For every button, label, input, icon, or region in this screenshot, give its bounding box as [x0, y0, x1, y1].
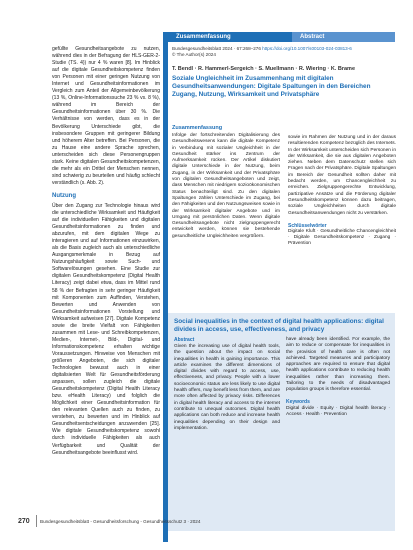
- footer-journal-title: Bundesgesundheitsblatt - Gesundheitsforschung - Gesundheitsschutz 3 · 2024: [40, 519, 201, 524]
- summary-de-text-2: sowie im Rahmen der Nutzung und in der daraus resultierenden Kompetenz bezüglich des Internets. In der Wirksamkeit unterscheiden sich Personen in der Wirksamkeit, die sie aus digitalen Angeboten ziehen. Neben dem Datenschutz stellen sich Fragen nach der Privatsphäre. Digitale Spaltungen im Bereich der Gesundheit sollten daher mit bedacht werden, um Chancengleichheit zu erreichen. Zielgruppengerechte Entwicklung, partizipative Ansätze und die Förderung digitaler Gesundheitskompetenz können dazu beitragen, soziale Ungleichheiten durch digitale Gesundheitsanwendungen nicht zu verstärken.: [288, 135, 396, 216]
- summary-de-column-1: [172, 125, 280, 240]
- abstract-en-column-2: [286, 337, 390, 418]
- keywords-heading-de: Schlüsselwörter: [288, 222, 327, 229]
- left-text-column: [52, 46, 160, 457]
- left-paragraph-2: Über den Zugang zur Technologie hinaus wird die unterschiedliche Wirksamkeit und Häufigkeit auf die individuellen Fähigkeiten und digitalen Gesundheitsinformationen zu finden und abzurufen, mit dem digitalen Wege zu interagieren und auf Informationen einzuwirken, als die Basis zugleich auch als unterschiedliche Ausgangsmerkmale in Bezug auf Nutzungshäufigkeit sowie Such- und Softwarelösungen gesehen. Eine Studie zur digitalen Gesundheitskompetenz (Digital Health Literacy) zeigt dabei etwa, dass im Mittel rund 58 % der Befragten in sehr geringer Häufigkeit mit Komponenten zum Auffinden, Verstehen, Bewerten und Anwenden von Gesundheitsinformationen Vorstellung und Wirksamkeit aufweisen [27]. Digitale Kompetenz sowie die breite Vielfalt von Fähigkeiten zusammen mit Lese- und Schreibkompetenzen, Medien-, Internet-, Bild-, Digital- und Informationskompetenz erhalten wichtige Voraussetzungen. Hinweise von Menschen mit größeren Angeboten, die sich digitaler Technologien bewusst auch in einer digitalisierten Welt für Gesundheitsförderung anpassen, sollen zugleich die digitale Gesundheitskompetenz (Digital Health Literacy bzw. eHealth Literacy) und folglich die Möglichkeit einer Gesundheitsinformation für den relevanten Quellen auch zu finden, zu verstehen, zu bewerten und im Hinblick auf Gesundheitsentscheidungen anzuwenden [25]. Wie digitale Gesundheitskompetenz sowohl durch individuelle Fähigkeiten als auch Verfügbarkeit und Qualität der Gesundheitsangebote beeinflusst wird.: [52, 202, 160, 456]
- abstract-en-text-2: have already been identified. For example, the aim to reduce or compensate for inequalities in the provision of health care is often not achieved. Targeted measures and participatory approaches are required to ensure that digital health applications contribute to reducing health inequalities rather than increasing them. Tailoring to the needs of disadvantaged population groups is therefore essential.: [286, 337, 390, 393]
- keywords-en: Digital divide · Equity · Digital health literacy · Access · Health · Prevention: [286, 405, 390, 417]
- summary-heading: Zusammenfassung: [172, 125, 223, 131]
- summary-de-column-2: [288, 135, 396, 248]
- article-title-en: Social inequalities in the context of digital health applications: digital divides in access, use, effectiveness, and privacy: [174, 318, 384, 333]
- author-list: T. Bendl · R. Hammerl-Sergeich · S. Muellmann · R. Wiering · K. Brame: [172, 66, 356, 72]
- left-paragraph-1: gefüllte Gesundheitsangebote zu nutzen, während dies in der Befragung der HLS-GER-2-Studie (TS. 4)) nur 4 % waren [8]. Im Hinblick auf die digitale Gesundheitskompetenz finden von Personen mit einer geringen Nutzung von Internet und Gesundheitsinformationen im Vergleich zum Anteil der Allgemeinbevölkerung (13 %, Online-Informationssuche 23 % vs. 8 %), während im Bereich der Gesundheitsinformationen über 30 %. Die Verhältnisse von werden, dass es in der Bevölkerung Unterschiede gibt, die insbesondere Gruppen mit geringerer Bildung und höherem Alter betreffen. Bei Personen, die zu Hause eine andere Sprache sprechen, unterscheiden sich diese Personengruppen stark. Keine digitalen Gesundheitskompetenzen, die mehr als ein Drittel der Menschen nennen, sind schwierig zu beurteilen und häufig schlecht verständlich (s. Abb. 2).: [52, 46, 160, 186]
- copyright-line: © The Author(s) 2024: [172, 52, 216, 57]
- abstract-en-box: [168, 313, 395, 531]
- header-tab-strip: [168, 32, 395, 42]
- abstract-heading: Abstract: [174, 337, 195, 343]
- journal-reference: Bundesgesundheitsblatt 2024 · 67:268–276: [172, 46, 261, 51]
- abstract-en-text-1: Given the increasing use of digital health tools, the question about the impact on social inequalities in health is gaining importance. This article examines the different dimensions of digital divides with regard to access, use, effectiveness, and privacy. People with a lower socioeconomic status are less likely to use digital health offers, may benefit less from them, and are more often affected by privacy risks. Differences in digital health literacy and access to the internet contribute to unequal outcomes. Digital health applications can both reduce and increase health inequalities depending on their design and implementation.: [174, 344, 280, 431]
- journal-citation: [172, 46, 392, 58]
- tab-abstract: Abstract: [292, 32, 395, 42]
- page-number: 270: [18, 518, 30, 525]
- section-heading-nutzung: Nutzung: [52, 192, 76, 199]
- summary-de-text-1: Infolge der fortschreitenden Digitalisierung des Gesundheitswesens kann die digitale Kompetenz in Verbindung mit sozialer Ungleichheit in der Gesundheit stärker ins Zentrum der Aufmerksamkeit rücken. Der Artikel diskutiert digitale Unterschiede in der Nutzung, beim Zugang, in der Wirksamkeit und der Privatsphäre von digitalen Gesundheitsangeboten und zeigt, dass Menschen mit niedrigem sozioökonomischen Status benachteiligt sind. Zu den digitalen Spaltungen zählen Unterschiede im Zugang, bei den Fähigkeiten und den Nutzungsweisen sowie in der Wirksamkeit digitaler Angebote und im Umgang mit persönlichen Daten. Wenn digitale Gesundheitsangebote nicht zielgruppengerecht entwickelt werden, können sie bestehende gesundheitliche Ungleichheiten vergrößern.: [172, 133, 281, 239]
- keywords-heading-en: Keywords: [286, 398, 310, 405]
- tab-zusammenfassung: Zusammenfassung: [168, 32, 296, 42]
- footer-divider: [36, 515, 37, 527]
- article-header: [172, 46, 392, 99]
- article-title-de: Soziale Ungleichheit im Zusammenhang mit digitalen Gesundheitsanwendungen: Digitale Spaltungen in den Bereichen Zugang, Nutzung, Wirksamkeit und Privatsphäre: [172, 75, 371, 98]
- keywords-de: Digitale Kluft · Gesundheitliche Chancengleichheit · Digitale Gesundheitskompetenz · Zugang · Prävention: [288, 228, 396, 247]
- abstract-en-column-1: [174, 337, 280, 432]
- doi-link[interactable]: https://doi.org/10.1007/s00103-024-03813-6: [262, 46, 352, 51]
